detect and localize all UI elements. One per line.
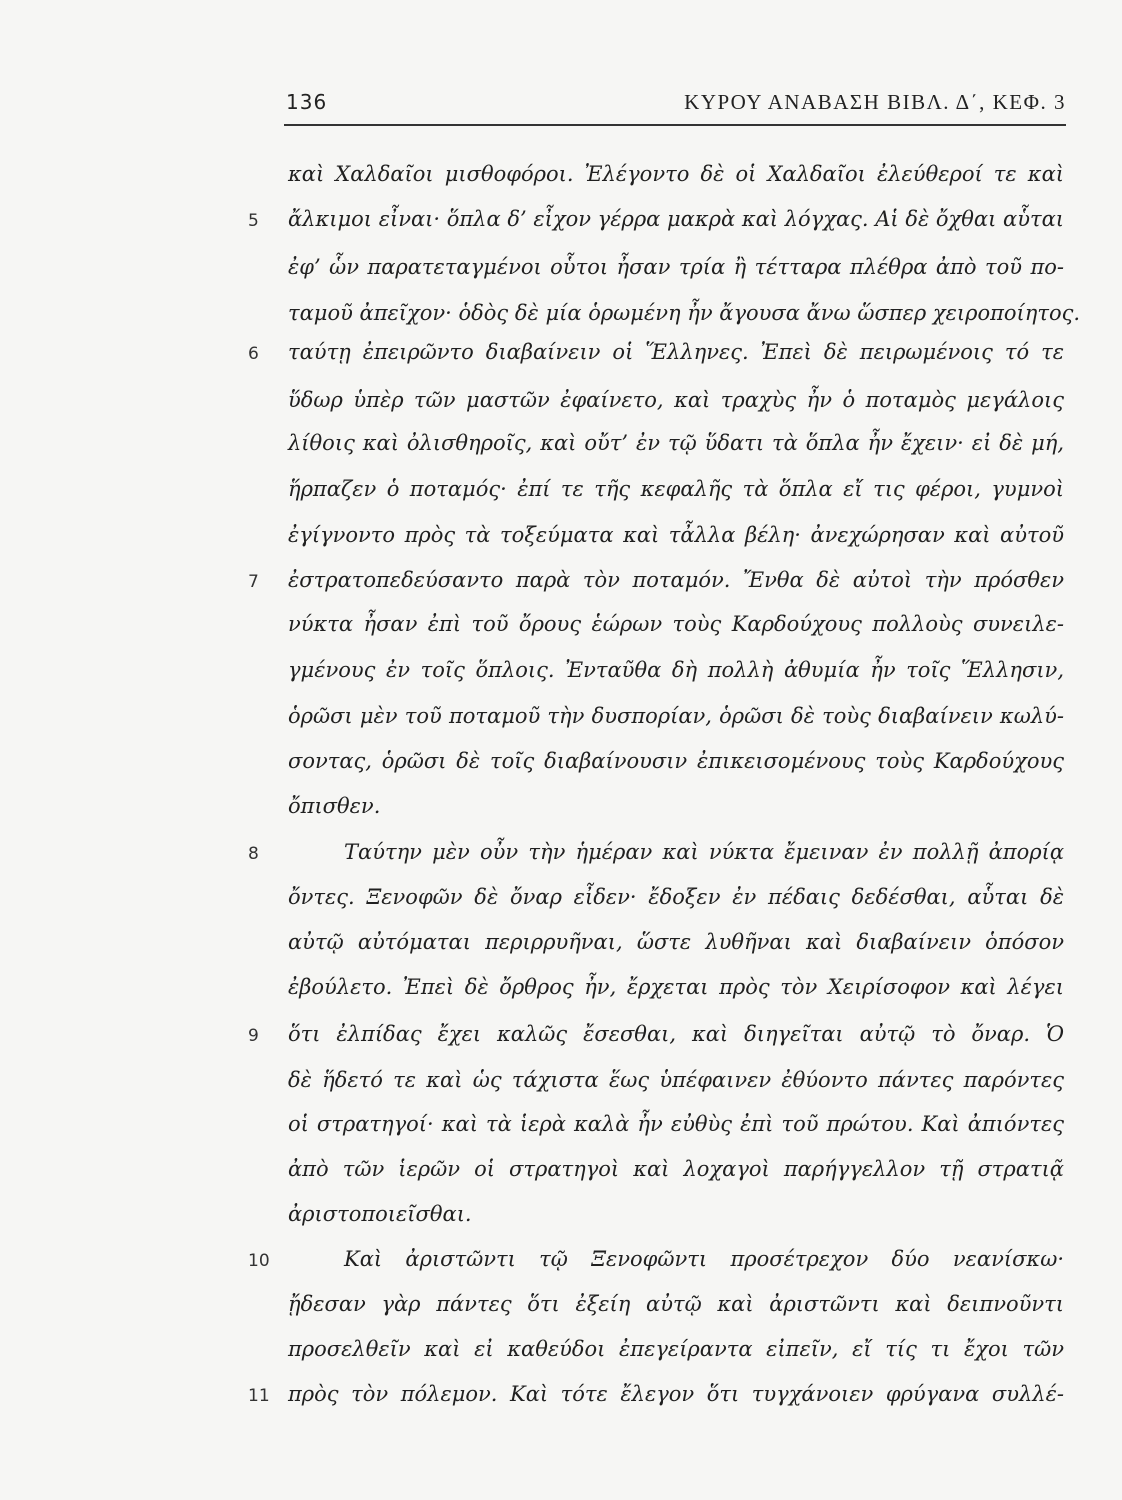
page-header [286,88,1066,124]
text-line: λίθοις καὶ ὀλισθηροῖς, καὶ οὔτ’ ἐν τῷ ὕδατι τὰ ὅπλα ἦν ἔχειν· εἰ δὲ μή, [288,431,1064,455]
text-line: ὁρῶσι μὲν τοῦ ποταμοῦ τὴν δυσπορίαν, ὁρῶσι δὲ τοὺς διαβαίνειν κωλύ- [288,704,1064,728]
text-line: Ταύτην μὲν οὖν τὴν ἡμέραν καὶ νύκτα ἔμειναν ἐν πολλῇ ἀπορίᾳ [344,840,1064,864]
text-line: ὅτι ἐλπίδας ἔχει καλῶς ἔσεσθαι, καὶ διηγεῖται αὐτῷ τὸ ὄναρ. Ὁ [288,1022,1064,1046]
text-line: προσελθεῖν καὶ εἰ καθεύδοι ἐπεγείραντα εἰπεῖν, εἴ τίς τι ἔχοι τῶν [288,1337,1064,1361]
text-line: πρὸς τὸν πόλεμον. Καὶ τότε ἔλεγον ὅτι τυγχάνοιεν φρύγανα συλλέ- [288,1382,1064,1406]
section-number-7: 7 [248,572,259,592]
text-line: ἄλκιμοι εἶναι· ὅπλα δ’ εἶχον γέρρα μακρὰ καὶ λόγχας. Αἱ δὲ ὄχθαι αὗται [288,207,1064,231]
text-line: ᾔδεσαν γὰρ πάντες ὅτι ἐξείη αὐτῷ καὶ ἀριστῶντι καὶ δειπνοῦντι [288,1292,1064,1316]
text-line: ἐφ’ ὧν παρατεταγμένοι οὗτοι ἦσαν τρία ἢ τέτταρα πλέθρα ἀπὸ τοῦ πο- [288,255,1064,279]
text-line: ὄντες. Ξενοφῶν δὲ ὄναρ εἶδεν· ἔδοξεν ἐν πέδαις δεδέσθαι, αὗται δὲ [288,885,1064,909]
text-line: ἀριστοποιεῖσθαι. [288,1202,472,1226]
section-number-5: 5 [248,211,259,231]
section-number-8: 8 [248,844,259,864]
text-line: ἐστρατοπεδεύσαντο παρὰ τὸν ποταμόν. Ἔνθα δὲ αὐτοὶ τὴν πρόσθεν [288,568,1064,592]
text-line: δὲ ἥδετό τε καὶ ὡς τάχιστα ἕως ὑπέφαινεν ἐθύοντο πάντες παρόντες [288,1068,1064,1092]
text-line: ταύτῃ ἐπειρῶντο διαβαίνειν οἱ Ἕλληνες. Ἐπεὶ δὲ πειρωμένοις τό τε [288,340,1064,364]
section-number-9: 9 [248,1026,259,1046]
section-number-10: 10 [248,1251,270,1271]
text-line: νύκτα ἦσαν ἐπὶ τοῦ ὄρους ἑώρων τοὺς Καρδούχους πολλοὺς συνειλε- [288,612,1064,636]
text-line: καὶ Χαλδαῖοι μισθοφόροι. Ἐλέγοντο δὲ οἱ Χαλδαῖοι ἐλεύθεροί τε καὶ [288,162,1064,186]
text-line: ὕδωρ ὑπὲρ τῶν μαστῶν ἐφαίνετο, καὶ τραχὺς ἦν ὁ ποταμὸς μεγάλοις [288,388,1064,412]
text-line: ἐβούλετο. Ἐπεὶ δὲ ὄρθρος ἦν, ἔρχεται πρὸς τὸν Χειρίσοφον καὶ λέγει [288,975,1064,999]
text-line: ταμοῦ ἀπεῖχον· ὁδὸς δὲ μία ὁρωμένη ἦν ἄγουσα ἄνω ὥσπερ χειροποίητος. [288,301,1081,325]
text-line: ὄπισθεν. [288,794,381,818]
running-head: ΚΥΡΟΥ ΑΝΑΒΑΣΗ ΒΙΒΛ. Δ΄, ΚΕΦ. 3 [684,90,1066,114]
text-line: σοντας, ὁρῶσι δὲ τοῖς διαβαίνουσιν ἐπικεισομένους τοὺς Καρδούχους [288,749,1064,773]
text-line: γμένους ἐν τοῖς ὅπλοις. Ἐνταῦθα δὴ πολλὴ ἀθυμία ἦν τοῖς Ἕλλησιν, [288,658,1064,682]
text-line: οἱ στρατηγοί· καὶ τὰ ἱερὰ καλὰ ἦν εὐθὺς ἐπὶ τοῦ πρώτου. Καὶ ἀπιόντες [288,1112,1064,1136]
text-line: αὐτῷ αὐτόμαται περιρρυῆναι, ὥστε λυθῆναι καὶ διαβαίνειν ὁπόσον [288,930,1064,954]
text-line: ἥρπαζεν ὁ ποταμός· ἐπί τε τῆς κεφαλῆς τὰ ὅπλα εἴ τις φέροι, γυμνοὶ [288,477,1064,501]
page-number: 136 [286,90,328,114]
text-line: Καὶ ἀριστῶντι τῷ Ξενοφῶντι προσέτρεχον δύο νεανίσκω· [344,1247,1064,1271]
text-line: ἀπὸ τῶν ἱερῶν οἱ στρατηγοὶ καὶ λοχαγοὶ παρήγγελλον τῇ στρατιᾷ [288,1157,1064,1181]
section-number-11: 11 [248,1386,270,1406]
text-line: ἐγίγνοντο πρὸς τὰ τοξεύματα καὶ τἆλλα βέλη· ἀνεχώρησαν καὶ αὐτοῦ [288,523,1064,547]
header-rule [284,124,1066,126]
section-number-6: 6 [248,344,259,364]
